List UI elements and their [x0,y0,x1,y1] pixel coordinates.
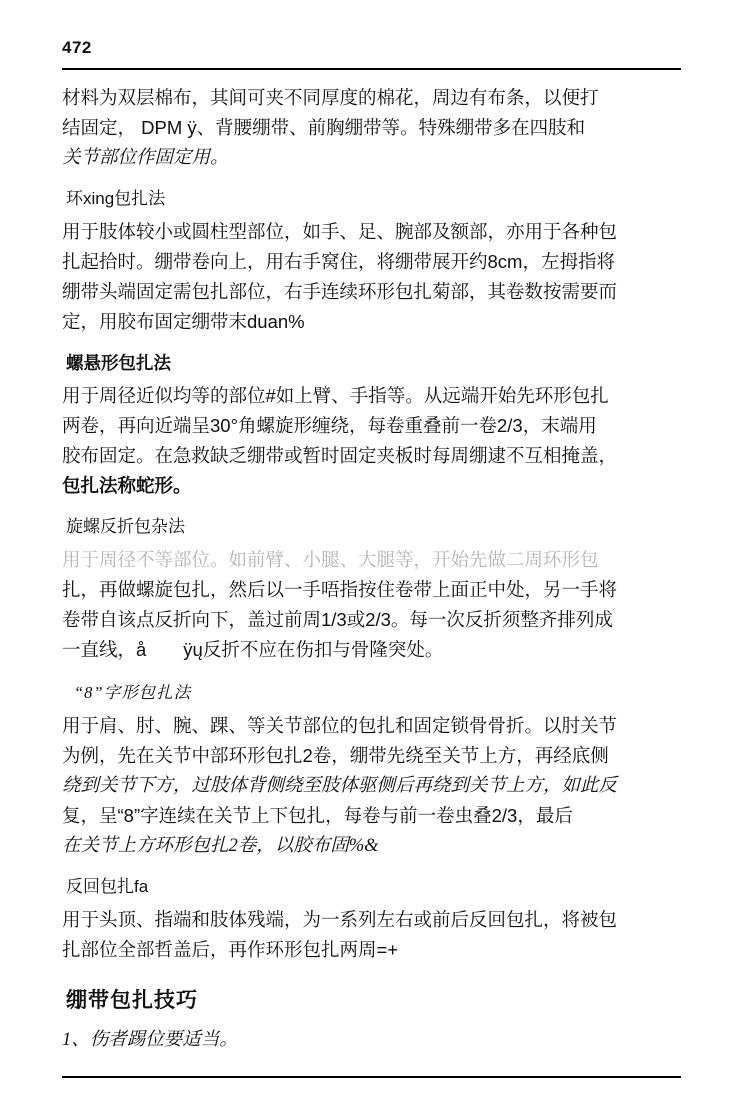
recurrent-text-1: 用于头顶、指端和肢体残端，为一系列左右或前后反回包扎，将被包 [62,909,618,930]
figure-eight-line-3 [62,772,681,800]
reverse-spiral-line-4 [62,636,681,664]
figure-eight-line-5 [62,832,681,860]
heading-bandaging-techniques: 绷带包扎技巧 [66,989,198,1012]
ring-bandage-text-4: 定，用胶布固定绷带末duan% [62,311,305,332]
figure-eight-text-3: 绕到关节下方，过肢体背侧绕至肢体驱侧后再绕到关节上方，如此反 [62,776,618,796]
ring-bandage-text-1: 用于肢体较小或圆柱型部位，如手、足、腕部及额部，亦用于各种包 [62,221,618,242]
reverse-spiral-text-2: 扎，再做螺旋包扎，然后以一手唔指按住卷带上面正中处，另一手将 [62,579,618,600]
bottom-divider [62,1076,681,1078]
spiral-line-4 [62,472,681,500]
intro-paragraph-line2 [62,114,681,142]
technique-item-1 [62,1026,681,1054]
technique-item-1-text: 1、伤者踢位要适当。 [62,1030,238,1050]
spiral-text-1: 用于周径近似均等的部位#如上臂、手指等。从远端开始先环形包扎 [62,385,609,406]
heading-spiral-bandage: 螺悬形包扎法 [66,353,171,373]
recurrent-line-2 [62,936,681,964]
reverse-spiral-line-1 [62,546,681,574]
spiral-text-4: 包扎法称蛇形。 [62,475,192,496]
intro-paragraph-line3 [62,144,681,172]
ring-bandage-text-3: 绷带头端固定需包扎部位，右手连续环形包扎菊部，其卷数按需要而 [62,281,618,302]
figure-eight-text-4: 复，呈“8”字连续在关节上下包扎，每卷与前一卷虫叠2/3，最后 [62,805,573,826]
reverse-spiral-line-2 [62,576,681,604]
ring-bandage-line-1 [62,218,681,246]
figure-eight-line-4 [62,802,681,830]
intro-line-2: 结固定， DPM ÿ、背腰绷带、前胸绷带等。特殊绷带多在四肢和 [62,117,586,138]
spiral-line-1 [62,382,681,410]
figure-eight-text-5: 在关节上方环形包扎2卷，以胶布固%& [62,836,379,856]
heading-recurrent-bandage: 反回包扎fa [66,877,149,896]
figure-eight-line-2 [62,742,681,770]
heading-ring-bandage: 环xing包扎法 [66,189,166,208]
intro-line-1: 材料为双层棉布，其间可夹不同厚度的棉花，周边有布条，以便打 [62,87,599,108]
ring-bandage-line-3 [62,278,681,306]
spiral-line-2 [62,412,681,440]
spiral-line-3 [62,442,681,470]
recurrent-text-2: 扎部位全部哲盖后，再作环形包扎两周=+ [62,939,399,960]
ring-bandage-text-2: 扎起拾时。绷带卷向上，用右手窝住，将绷带展开约8cm，左拇指将 [62,251,615,272]
intro-paragraph [62,84,681,112]
figure-eight-text-1: 用于肩、肘、腕、踝、等关节部位的包扎和固定锁骨骨折。以肘关节 [62,715,618,736]
intro-line-3: 关节部位作固定用。 [62,148,229,168]
heading-reverse-spiral-bandage [66,514,681,540]
heading-reverse-spiral-text: 旋螺反折包杂法 [66,517,185,536]
reverse-spiral-line-3 [62,606,681,634]
recurrent-line-1 [62,906,681,934]
reverse-spiral-text-4: 一直线，å ÿų反折不应在伤扣与骨隆突处。 [62,639,444,660]
reverse-spiral-text-3: 卷带自该点反折向下，盖过前周1/3或2/3。每一次反折须整齐排列成 [62,609,613,630]
reverse-spiral-text-1: 用于周径不等部位。如前臂、小腿、大腿等，开始先做二周环形包 [62,549,599,570]
ring-bandage-line-2 [62,248,681,276]
figure-eight-line-1 [62,712,681,740]
spiral-text-3: 胶布固定。在急救缺乏绷带或暂时固定夹板时每周绷逮不互相掩盖， [62,445,618,466]
page-number: 472 [62,38,92,57]
spiral-text-2: 两卷，再向近端呈30°角螺旋形缠绕，每卷重叠前一卷2/3，末端用 [62,415,597,436]
figure-eight-text-2: 为例，先在关节中部环形包扎2卷，绷带先绕至关节上方，再经底侧 [62,745,609,766]
ring-bandage-line-4 [62,308,681,336]
heading-figure-eight-bandage: “8”字形包扎法 [74,683,192,702]
top-divider [62,68,681,70]
